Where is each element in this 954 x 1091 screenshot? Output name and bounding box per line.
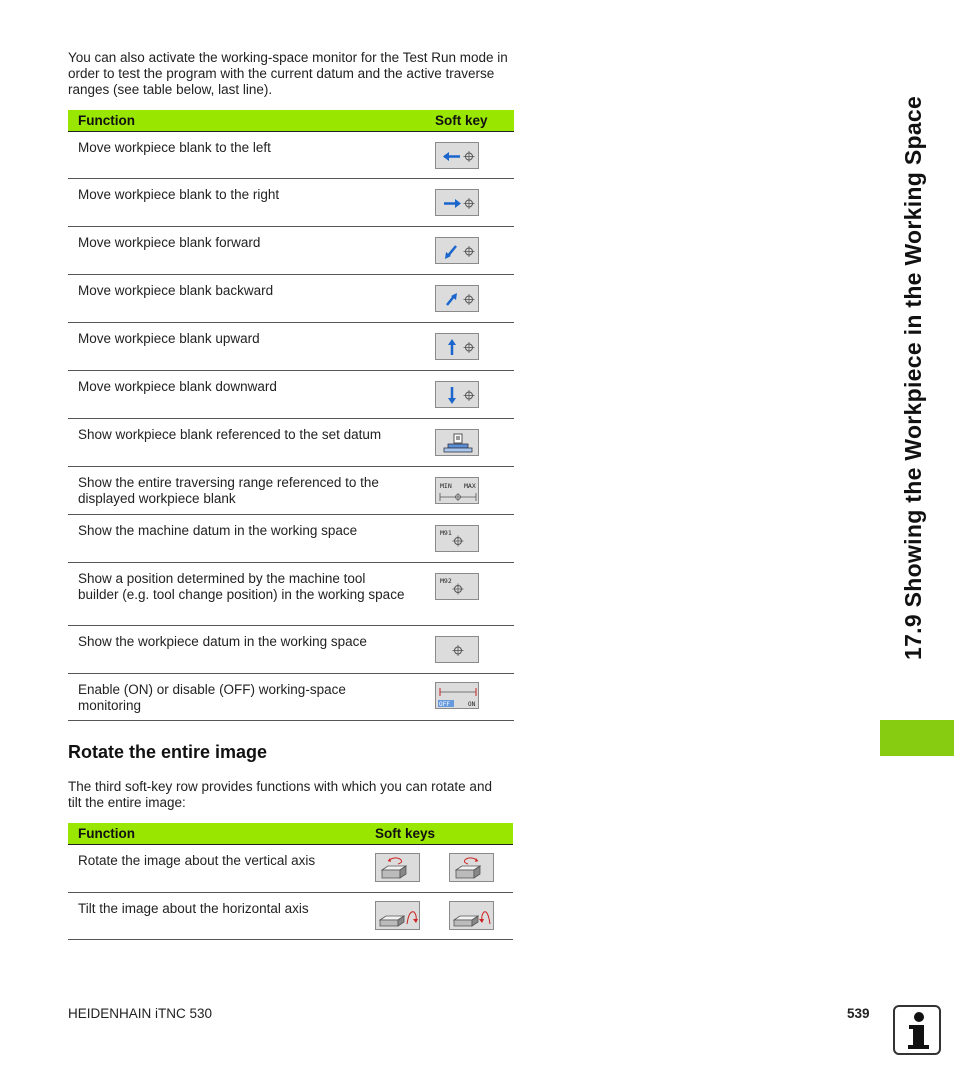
column-softkey: Soft key: [435, 113, 488, 128]
arrow-forward-icon[interactable]: [435, 237, 479, 264]
rotate-right-icon[interactable]: [449, 853, 494, 882]
table-row: [68, 893, 513, 940]
m92-label: M92: [440, 577, 452, 585]
workpiece-datum-crosshair-icon[interactable]: [435, 636, 479, 663]
table-row: [68, 626, 514, 674]
row-description: Tilt the image about the horizontal axis: [78, 901, 309, 916]
column-function: Function: [78, 826, 135, 841]
row-description: Show a position determined by the machine tool builder (e.g. tool change position) in the working space: [78, 571, 405, 602]
table-row: [68, 179, 514, 227]
chapter-side-title: 17.9 Showing the Workpiece in the Working Space: [900, 95, 926, 660]
arrow-backward-icon[interactable]: [435, 285, 479, 312]
rotate-left-icon[interactable]: [375, 853, 420, 882]
row-description: Move workpiece blank forward: [78, 235, 261, 250]
tilt-up-icon[interactable]: [375, 901, 420, 930]
section-heading: Rotate the entire image: [68, 742, 268, 762]
row-description: Show the workpiece datum in the working space: [78, 634, 367, 649]
tilt-down-icon[interactable]: [449, 901, 494, 930]
table-row: [68, 467, 514, 515]
arrow-left-icon[interactable]: [435, 142, 479, 169]
m91-label: M91: [440, 529, 452, 537]
table-row: [68, 371, 514, 419]
table-row: [68, 563, 514, 626]
m91-datum-icon[interactable]: [435, 525, 479, 552]
chapter-tab-marker: [880, 720, 954, 756]
row-description: Move workpiece blank backward: [78, 283, 274, 298]
info-icon: [893, 1005, 941, 1055]
page-number: 539: [847, 1006, 870, 1021]
column-softkeys: Soft keys: [375, 826, 436, 841]
off-label: OFF: [439, 701, 450, 708]
row-description: Show the entire traversing range referenced to the displayed workpiece blank: [78, 475, 379, 506]
table-row: [68, 227, 514, 275]
m92-position-icon[interactable]: [435, 573, 479, 600]
table-row: [68, 419, 514, 467]
column-function: Function: [78, 113, 135, 128]
row-description: Rotate the image about the vertical axis: [78, 853, 316, 868]
intro-paragraph: You can also activate the working-space monitor for the Test Run mode in order to test the program with the current datum and the active traverse ranges (see table below, last line).: [68, 50, 508, 97]
row-description: Move workpiece blank to the right: [78, 187, 280, 202]
section-paragraph: The third soft-key row provides functions with which you can rotate and tilt the entire image:: [68, 779, 492, 810]
row-description: Show workpiece blank referenced to the set datum: [78, 427, 382, 442]
arrow-up-icon[interactable]: [435, 333, 479, 360]
on-label: ON: [468, 701, 476, 708]
table-row: [68, 674, 514, 721]
row-description: Move workpiece blank upward: [78, 331, 260, 346]
table-row: [68, 132, 514, 179]
table-header: [68, 110, 514, 132]
footer-manual-name: HEIDENHAIN iTNC 530: [68, 1006, 213, 1021]
arrow-down-icon[interactable]: [435, 381, 479, 408]
arrow-right-icon[interactable]: [435, 189, 479, 216]
off-on-toggle-icon[interactable]: [435, 682, 479, 709]
row-description: Enable (ON) or disable (OFF) working-space monitoring: [78, 682, 346, 713]
min-max-range-icon[interactable]: [435, 477, 479, 504]
table-header: [68, 823, 513, 845]
softkey-table-workpiece: [68, 110, 514, 721]
table-row: [68, 845, 513, 893]
table-row: [68, 275, 514, 323]
row-description: Show the machine datum in the working space: [78, 523, 358, 538]
max-label: MAX: [464, 482, 476, 490]
min-label: MIN: [440, 482, 452, 490]
table-row: [68, 323, 514, 371]
row-description: Move workpiece blank downward: [78, 379, 277, 394]
softkey-table-rotate: [68, 823, 513, 940]
workpiece-datum-icon[interactable]: [435, 429, 479, 456]
row-description: Move workpiece blank to the left: [78, 140, 271, 155]
table-row: [68, 515, 514, 563]
